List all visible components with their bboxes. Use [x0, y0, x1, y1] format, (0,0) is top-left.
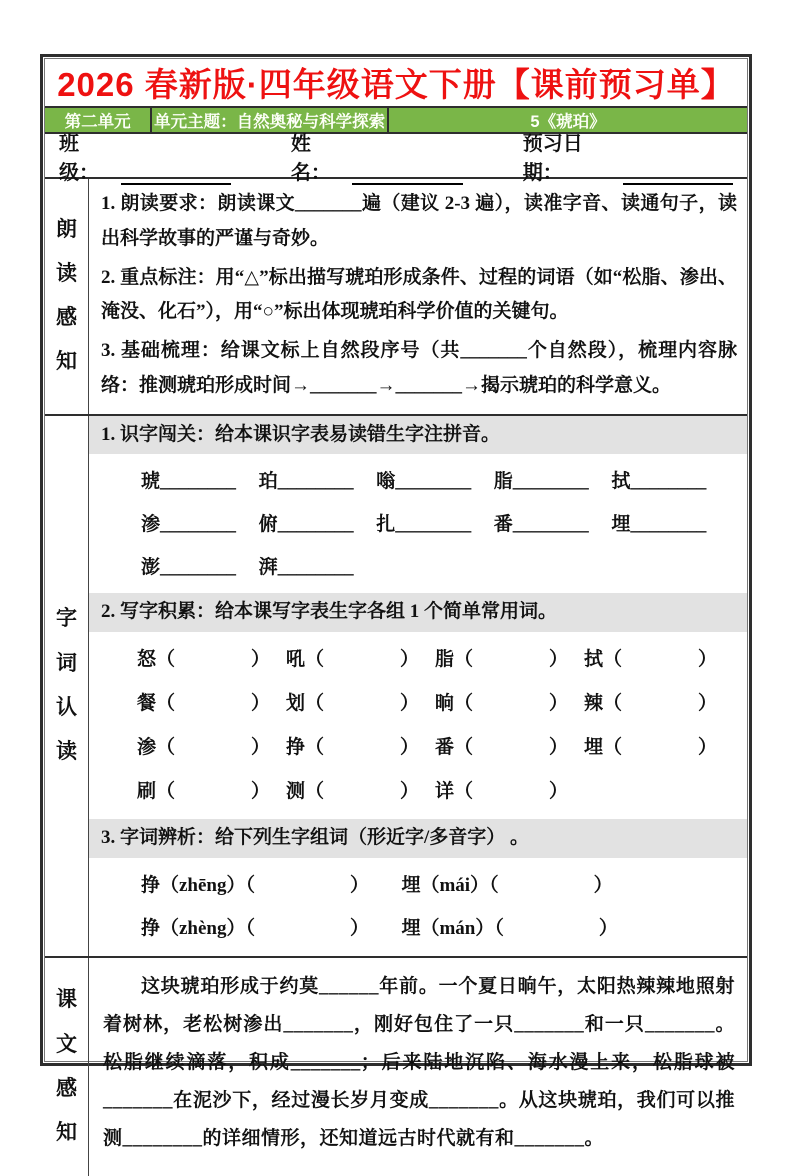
pinyin-blank-item: 扎________	[376, 514, 472, 536]
word-blank-item: 番（ ）	[435, 736, 569, 758]
reading-item: 1. 朗读要求：朗读课文_______遍（建议 2-3 遍），读准字音、读通句子，读出科学故事的严谨与奇妙。	[101, 193, 737, 249]
section-reading-label: 朗读感知	[56, 218, 77, 374]
word-list	[89, 632, 747, 819]
pinyin-blank-item: 拭________	[611, 471, 707, 493]
words-content	[89, 416, 747, 956]
section-reading-label-col	[45, 179, 89, 414]
section-reading	[45, 179, 747, 416]
word-blank-item: 辣（ ）	[584, 692, 718, 714]
date-field	[523, 127, 733, 185]
pinyin-blank-item: 埋________	[611, 514, 707, 536]
pinyin-blank-item: 澎________	[141, 557, 237, 579]
lesson-title: 5《琥珀》	[530, 113, 606, 131]
class-label: 班级：	[59, 132, 99, 184]
section-passage	[45, 958, 747, 1176]
title-row	[45, 59, 747, 108]
word-blank-item: 渗（ ）	[137, 736, 271, 758]
bianxi-blank-item: 挣（zhēng）（ ）	[141, 874, 370, 896]
passage-text: 这块琥珀形成于约莫______年前。一个夏日晌午，太阳热辣辣地照射着树林，老松树渗出_______，刚好包住了一只_______和一只_______。松脂继续滴落，积成_______；后来陆地沉陷、海水漫上来，松脂球被_______在泥沙下，经过漫长岁月变成_______。从这块琥珀，我们可以推测________的详细情形，还知道远古时代就有和_______。	[103, 975, 735, 1149]
section-words-label-col	[45, 416, 89, 956]
bianxi-blank-item: 埋（mán）（ ）	[401, 917, 618, 939]
bianxi-blank-item: 埋（mái）（ ）	[401, 874, 613, 896]
date-label: 预习日期：	[522, 132, 583, 184]
section-words	[45, 416, 747, 958]
word-blank-item: 吼（ ）	[286, 648, 420, 670]
word-blank-item: 划（ ）	[286, 692, 420, 714]
reading-item: 3. 基础梳理：给课文标上自然段序号（共_______个自然段），梳理内容脉络：推测琥珀形成时间→_______→_______→揭示琥珀的科学意义。	[101, 340, 737, 396]
word-blank-item: 怒（ ）	[137, 648, 271, 670]
pinyin-blank-item: 湃________	[258, 557, 354, 579]
pinyin-blank-item: 琥________	[141, 471, 237, 493]
section-passage-label: 课文感知	[56, 988, 77, 1144]
task2-header: 2. 写字积累：给本课写字表生字各组 1 个简单常用词。	[89, 593, 747, 632]
section-words-label: 字词认读	[56, 607, 77, 763]
reading-items	[89, 179, 747, 414]
unit-theme: 单元主题：自然奥秘与科学探索	[150, 108, 389, 132]
word-blank-item: 详（ ）	[435, 780, 569, 802]
reading-item: 2. 重点标注：用“△”标出描写琥珀形成条件、过程的词语（如“松脂、渗出、淹没、化石”），用“○”标出体现琥珀科学价值的关键句。	[101, 266, 737, 323]
class-field	[59, 127, 231, 185]
name-field	[291, 127, 463, 185]
word-blank-item: 测（ ）	[286, 780, 420, 802]
word-blank-item: 埋（ ）	[584, 736, 718, 758]
word-blank-item: 晌（ ）	[435, 692, 569, 714]
word-blank-item: 餐（ ）	[137, 692, 271, 714]
bianxi-blank-item: 挣（zhèng）（ ）	[141, 917, 370, 939]
page-title: 2026 春新版·四年级语文下册【课前预习单】	[57, 66, 735, 103]
pinyin-blank-item: 珀________	[258, 471, 354, 493]
worksheet-table	[44, 58, 748, 1149]
word-blank-item: 拭（ ）	[584, 648, 718, 670]
pinyin-blank-item: 俯________	[258, 514, 354, 536]
name-label: 姓名：	[290, 132, 331, 184]
word-blank-item: 挣（ ）	[286, 736, 420, 758]
pinyin-blank-item: 嗡________	[376, 471, 472, 493]
bianxi-list	[89, 858, 747, 956]
pinyin-blank-item: 脂________	[493, 471, 589, 493]
unit-number: 第二单元	[64, 113, 131, 131]
passage-content	[89, 958, 747, 1176]
word-blank-item: 刷（ ）	[137, 780, 271, 802]
pinyin-blank-item: 渗________	[141, 514, 237, 536]
worksheet-page	[40, 54, 752, 1149]
section-passage-label-col	[45, 958, 89, 1176]
info-row	[45, 132, 747, 184]
word-blank-item: 脂（ ）	[435, 648, 569, 670]
task1-header: 1. 识字闯关：给本课识字表易读错生字注拼音。	[89, 416, 747, 455]
task3-header: 3. 字词辨析：给下列生字组词（形近字/多音字） 。	[89, 819, 747, 858]
pinyin-list	[89, 454, 747, 593]
pinyin-blank-item: 番________	[493, 514, 589, 536]
